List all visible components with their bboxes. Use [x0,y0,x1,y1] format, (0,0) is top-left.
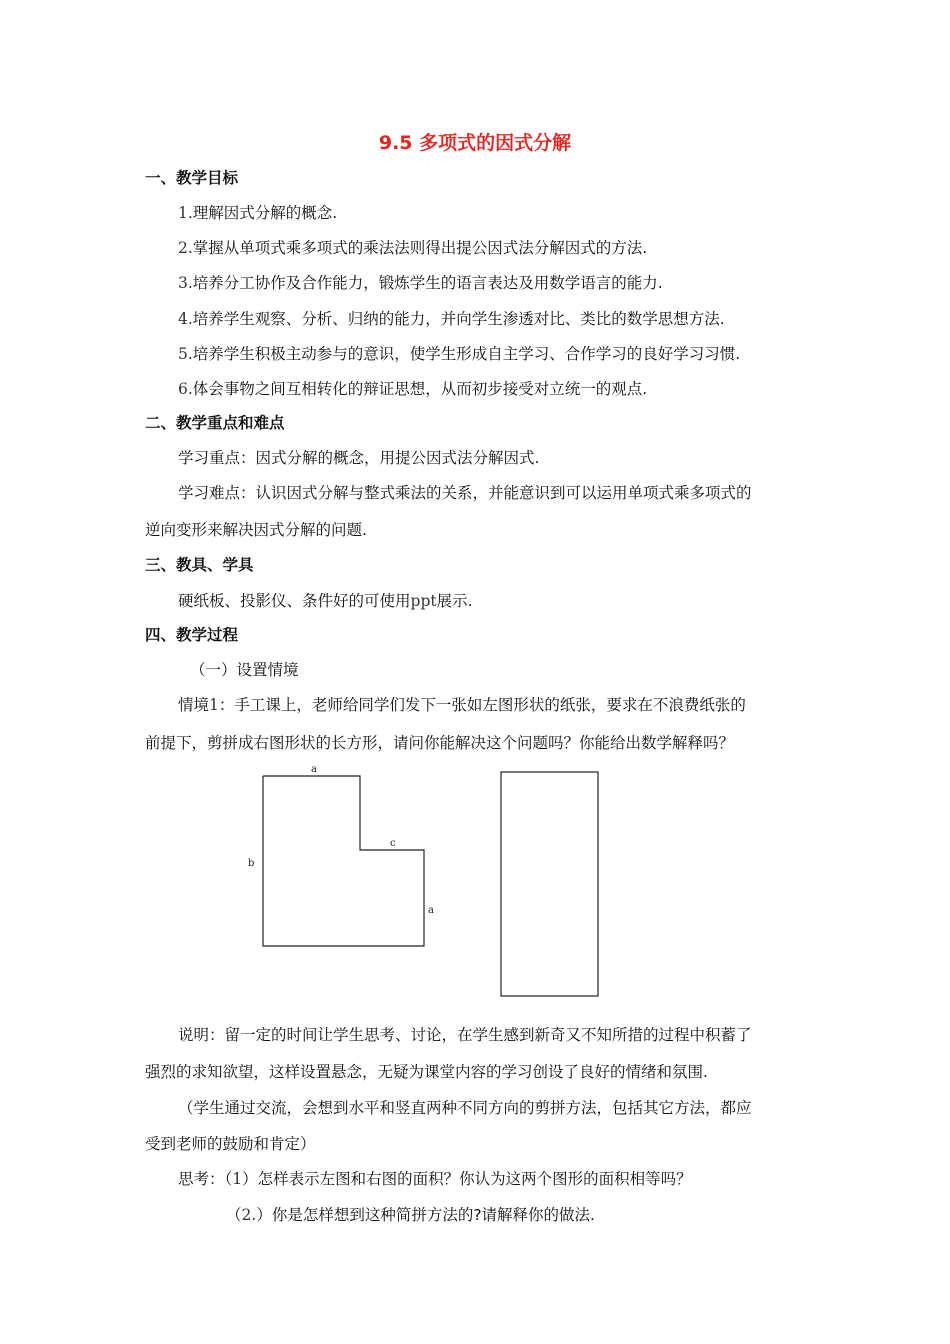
label-a-right: a [428,905,434,916]
goal-text: 培养分工协作及合作能力，锻炼学生的语言表达及用数学语言的能力. [192,274,663,292]
difficulty-text-line1: 学习难点：认识因式分解与整式乘法的关系，并能意识到可以运用单项式乘多项式的 [178,484,752,502]
key-point-text: 学习重点：因式分解的概念，用提公因式法分解因式. [178,449,540,467]
think-question-1 [178,1169,692,1189]
tools-ppt: ppt [410,592,437,610]
think-label: 思考：（ [178,1170,233,1188]
think-body-2: ）你是怎样想到这种简拼方法的?请解释你的做法. [256,1206,595,1224]
goal-number: 5. [178,345,193,363]
section-heading-process: 四、教学过程 [145,626,239,644]
scene-text-line2: 前提下，剪拼成右图形状的长方形，请问你能解决这个问题吗？你能给出数学解释吗？ [145,734,735,752]
paren-line1: （学生通过交流，会想到水平和竖直两种不同方向的剪拼方法，包括其它方法，都应 [178,1099,752,1117]
page-title: 9.5 多项式的因式分解 [378,132,572,154]
section-heading-tools: 三、教具、学具 [145,556,254,574]
goal-number: 1. [178,204,193,222]
scene-number: 1 [209,696,219,714]
paren-line2: 受到老师的鼓励和肯定） [145,1135,316,1153]
label-a-top: a [311,764,317,775]
note-line2: 强烈的求知欲望，这样设置悬念，无疑为课堂内容的学习创设了良好的情绪和氛围. [145,1063,708,1081]
goal-text: 体会事物之间互相转化的辩证思想，从而初步接受对立统一的观点. [192,380,648,398]
target-rectangle [501,772,598,996]
difficulty-text-line2: 逆向变形来解决因式分解的问题. [145,521,367,539]
think-question-2 [226,1205,595,1225]
goal-text: 掌握从单项式乘多项式的乘法法则得出提公因式法分解因式的方法. [192,239,648,257]
subsection-heading: （一）设置情境 [190,661,299,679]
scene-body: ：手工课上，老师给同学们发下一张如左图形状的纸张，要求在不浪费纸张的 [218,696,746,714]
tools-text-b: 展示. [436,592,473,610]
goal-text: 培养学生积极主动参与的意识，使学生形成自主学习、合作学习的良好学习习惯. [192,345,741,363]
goal-text: 理解因式分解的概念. [192,204,338,222]
tools-text-a: 硬纸板、投影仪、条件好的可使用 [178,592,411,610]
l-shaped-paper [263,776,424,946]
scene-label: 情境 [178,696,210,714]
label-b: b [248,858,255,869]
label-c: c [390,838,396,849]
section-heading-goals: 一、教学目标 [145,169,239,187]
goal-number: 6. [178,380,193,398]
think-number-1: 1 [232,1170,243,1188]
goal-text: 培养学生观察、分析、归纳的能力，并向学生渗透对比、类比的数学思想方法. [192,310,725,328]
think-open-paren: （ [226,1206,242,1224]
note-line1: 说明：留一定的时间让学生思考、讨论，在学生感到新奇又不知所措的过程中积蓄了 [178,1026,752,1044]
goal-number: 2. [178,239,193,257]
think-number-2: 2. [241,1206,257,1224]
section-heading-keypoints: 二、教学重点和难点 [145,414,285,432]
think-body-1: ）怎样表示左图和右图的面积？你认为这两个图形的面积相等吗？ [242,1170,692,1188]
goal-number: 4. [178,310,193,328]
goal-number: 3. [178,274,193,292]
